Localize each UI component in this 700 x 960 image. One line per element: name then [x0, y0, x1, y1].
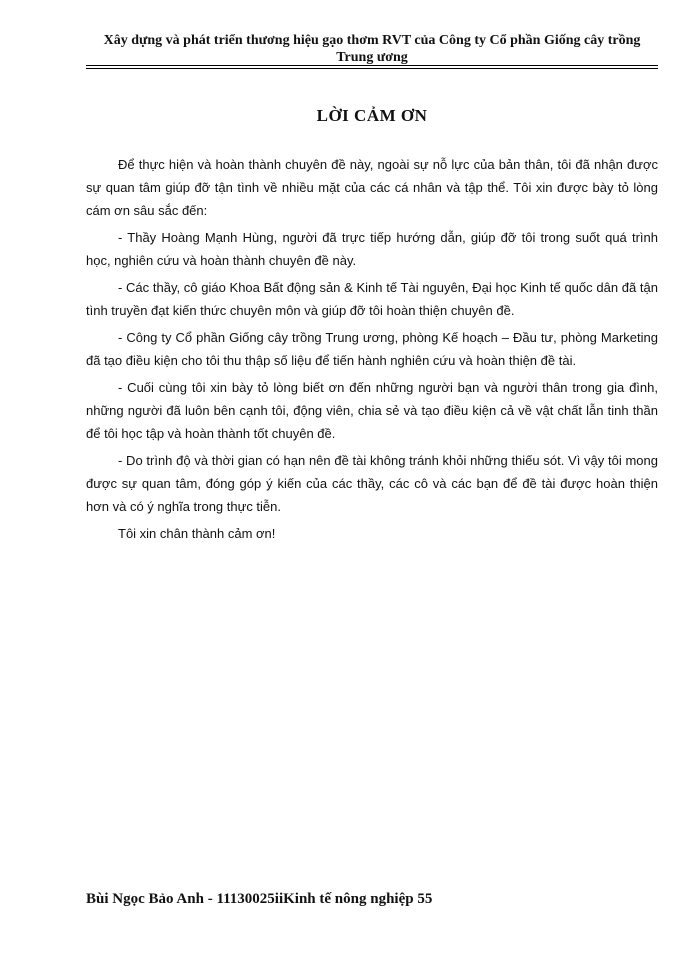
- list-item: - Cuối cùng tôi xin bày tỏ lòng biết ơn đến những người bạn và người thân trong gia đình, những người đã luôn bên cạnh tôi, động viên, chia sẻ và tạo điều kiện cả về vật chất lẫn tinh thần để tôi học tập và hoàn thành tốt chuyên đề.: [86, 380, 658, 441]
- list-item: - Thầy Hoàng Mạnh Hùng, người đã trực tiếp hướng dẫn, giúp đỡ tôi trong suốt quá trình học, nghiên cứu và hoàn thành chuyên đề này.: [86, 230, 658, 268]
- acknowledgement-body: [86, 153, 658, 549]
- header-line-2: Trung ương: [336, 50, 408, 65]
- intro-paragraph: Để thực hiện và hoàn thành chuyên đề này, ngoài sự nỗ lực của bản thân, tôi đã nhận được sự quan tâm giúp đỡ tận tình về nhiều mặt của các cá nhân và tập thể. Tôi xin được bày tỏ lòng cám ơn sâu sắc đến:: [86, 157, 658, 218]
- header-line-1: Xây dựng và phát triển thương hiệu gạo thơm RVT của Công ty Cổ phần Giống cây trồng: [103, 33, 641, 48]
- header-divider: [86, 65, 658, 69]
- list-item: - Các thầy, cô giáo Khoa Bất động sản & Kinh tế Tài nguyên, Đại học Kinh tế quốc dân đã tận tình truyền đạt kiến thức chuyên môn và giúp đỡ tôi hoàn thiện chuyên đề.: [86, 280, 658, 318]
- closing-line: Tôi xin chân thành cảm ơn!: [118, 526, 276, 541]
- page-title: LỜI CẢM ƠN: [316, 106, 428, 125]
- list-item: - Công ty Cổ phần Giống cây trồng Trung ương, phòng Kế hoạch – Đầu tư, phòng Marketing đã tạo điều kiện cho tôi thu thập số liệu để tiến hành nghiên cứu và hoàn thiện đề tài.: [86, 330, 658, 368]
- page-footer: Bùi Ngọc Bảo Anh - 11130025iiKinh tế nông nghiệp 55: [86, 891, 433, 907]
- list-item: - Do trình độ và thời gian có hạn nên đề tài không tránh khỏi những thiếu sót. Vì vậy tôi mong được sự quan tâm, đóng góp ý kiến của các thầy, các cô và các bạn để đề tài được hoàn thiện hơn và có ý nghĩa trong thực tiễn.: [86, 453, 658, 514]
- page-header: [86, 32, 658, 66]
